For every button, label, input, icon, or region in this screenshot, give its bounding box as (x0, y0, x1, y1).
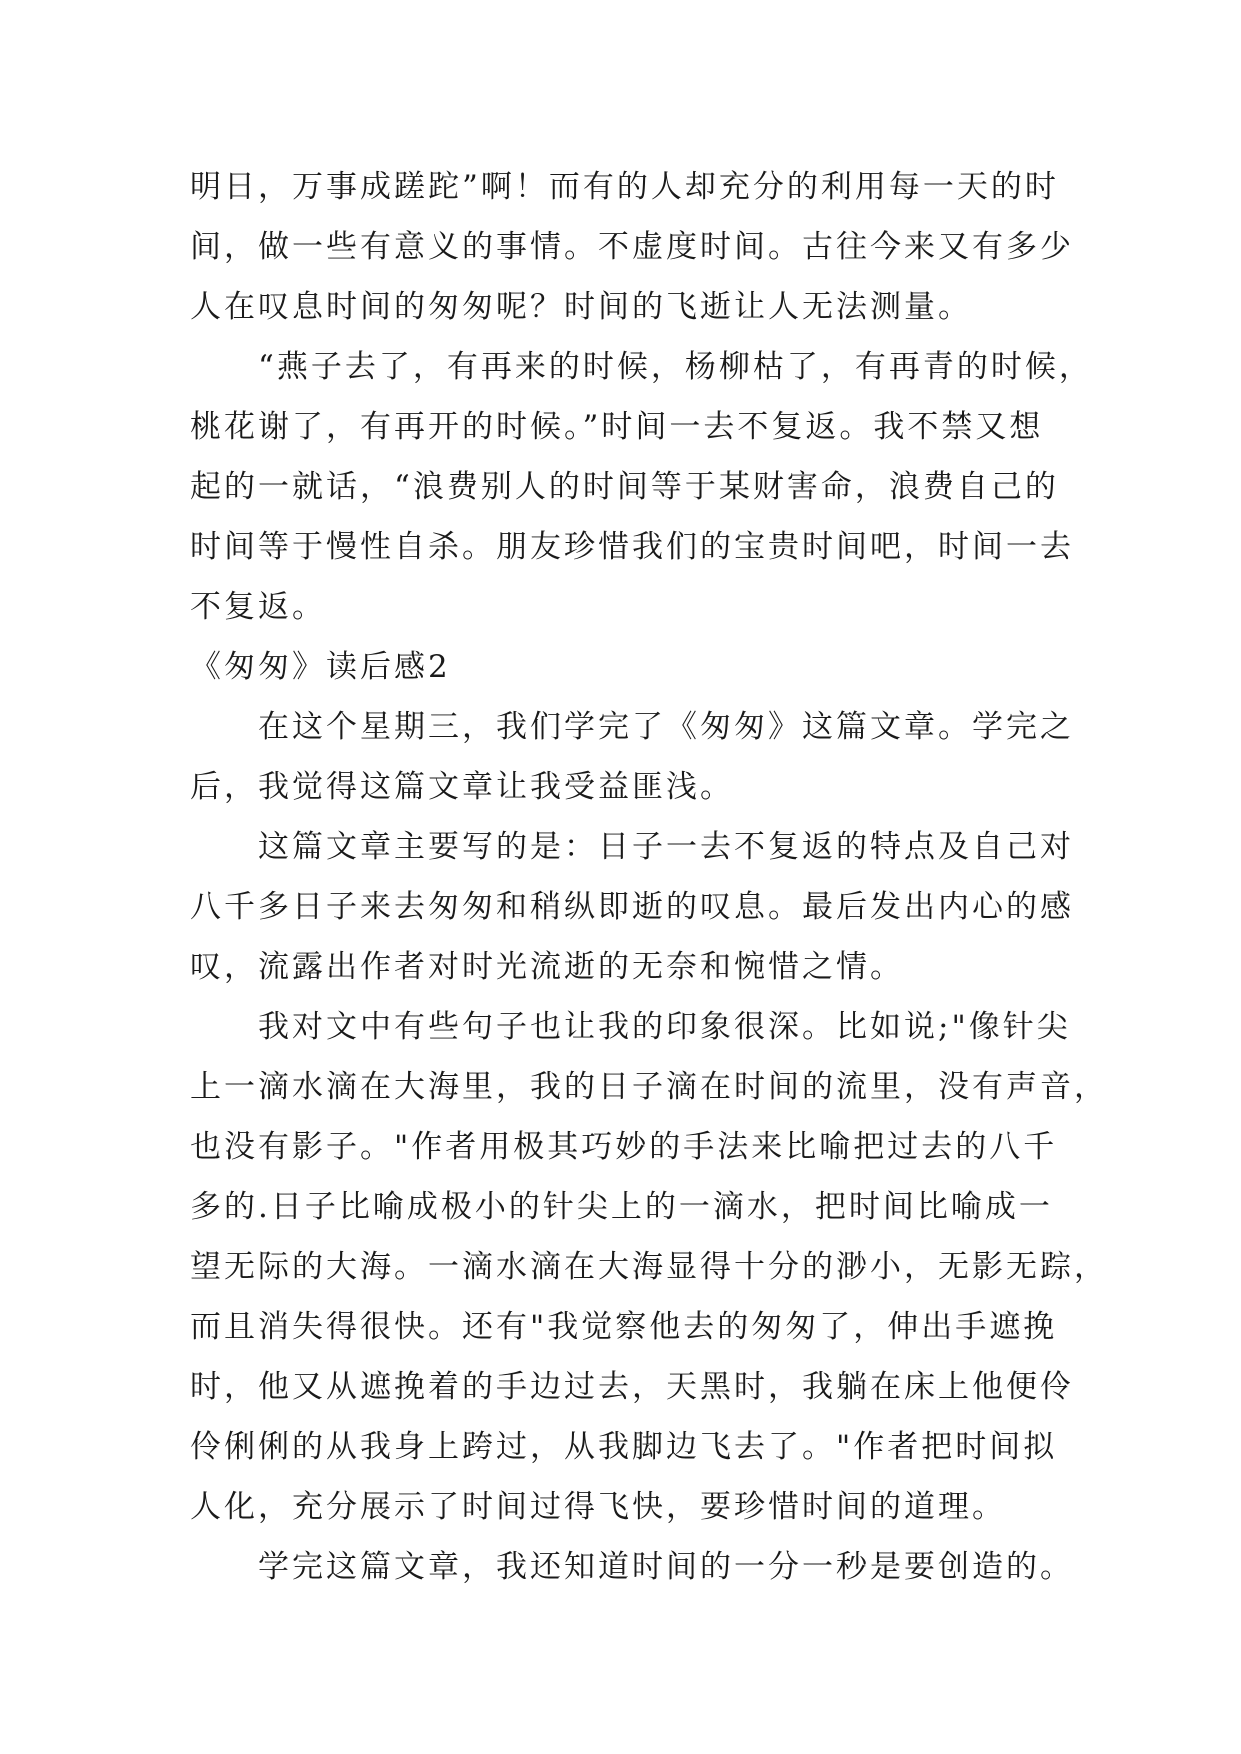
text-line: 多的.日子比喻成极小的针尖上的一滴水，把时间比喻成一 (190, 1189, 1053, 1225)
text-line: 人化，充分展示了时间过得飞快，要珍惜时间的道理。 (190, 1489, 1006, 1525)
text-line: “燕子去了，有再来的时候，杨柳枯了，有再青的时候， (258, 349, 1093, 385)
text-line: 也没有影子。"作者用极其巧妙的手法来比喻把过去的八千 (190, 1129, 1058, 1165)
section-heading: 《匆匆》读后感2 (190, 649, 451, 685)
text-line: 明日，万事成蹉跎”啊！而有的人却充分的利用每一天的时 (190, 169, 1059, 205)
text-line: 而且消失得很快。还有"我觉察他去的匆匆了，伸出手遮挽 (190, 1309, 1058, 1345)
text-line: 上一滴水滴在大海里，我的日子滴在时间的流里，没有声音， (190, 1069, 1108, 1105)
text-line: 这篇文章主要写的是：日子一去不复返的特点及自己对 (258, 829, 1074, 865)
text-line: 起的一就话，“浪费别人的时间等于某财害命，浪费自己的 (190, 469, 1059, 505)
text-line: 人在叹息时间的匆匆呢？时间的飞逝让人无法测量。 (190, 289, 972, 325)
text-line: 间，做一些有意义的事情。不虚度时间。古往今来又有多少 (190, 229, 1074, 265)
document-body (190, 157, 1108, 1597)
text-line: 时间等于慢性自杀。朋友珍惜我们的宝贵时间吧，时间一去 (190, 529, 1074, 565)
text-line: 后，我觉得这篇文章让我受益匪浅。 (190, 769, 734, 805)
text-line: 伶俐俐的从我身上跨过，从我脚边飞去了。"作者把时间拟 (190, 1429, 1058, 1465)
text-line: 八千多日子来去匆匆和稍纵即逝的叹息。最后发出内心的感 (190, 889, 1074, 925)
text-line: 叹，流露出作者对时光流逝的无奈和惋惜之情。 (190, 949, 904, 985)
text-line: 在这个星期三，我们学完了《匆匆》这篇文章。学完之 (258, 709, 1074, 745)
text-line: 时，他又从遮挽着的手边过去，天黑时，我躺在床上他便伶 (190, 1369, 1074, 1405)
text-line: 我对文中有些句子也让我的印象很深。比如说;"像针尖 (258, 1009, 1071, 1045)
text-line: 学完这篇文章，我还知道时间的一分一秒是要创造的。 (258, 1549, 1074, 1585)
text-line: 望无际的大海。一滴水滴在大海显得十分的渺小，无影无踪， (190, 1249, 1108, 1285)
text-line: 桃花谢了，有再开的时候。”时间一去不复返。我不禁又想 (190, 409, 1044, 445)
text-line: 不复返。 (190, 589, 326, 625)
